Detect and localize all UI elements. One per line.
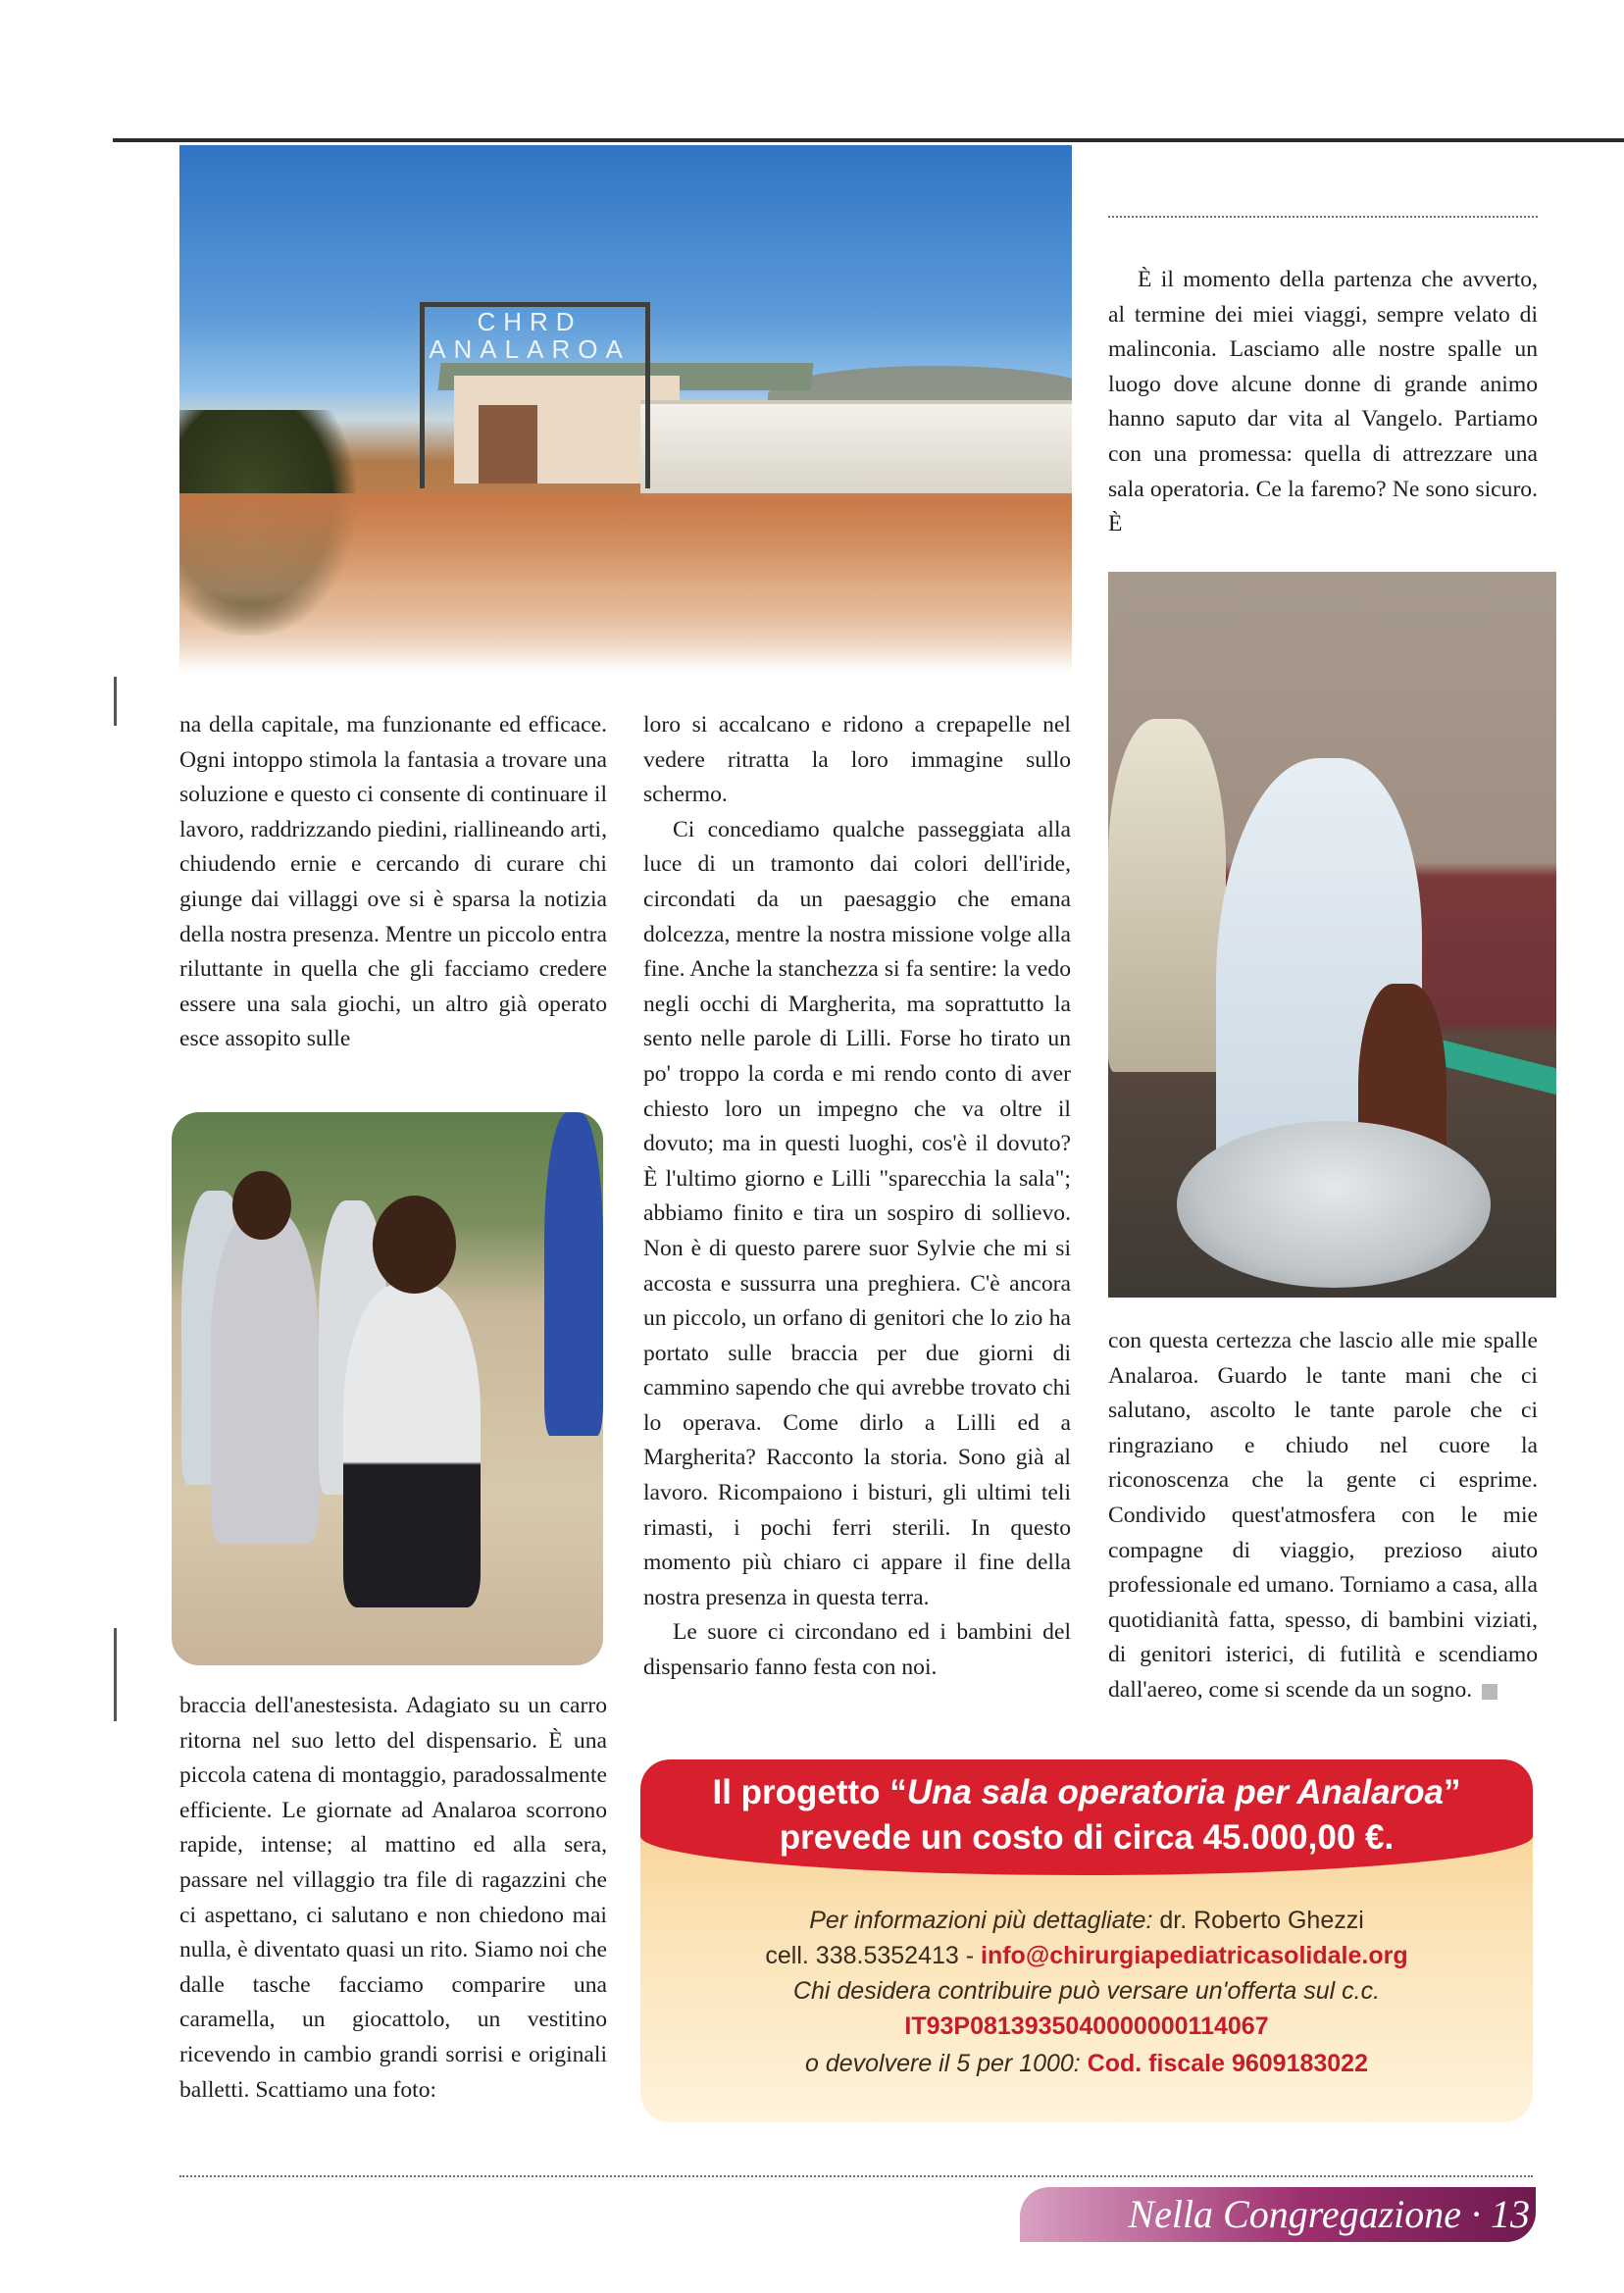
- nurse: [1108, 719, 1226, 1072]
- paragraph: loro si accalcano e ridono a crepapelle nel vedere ritratta la loro immagine sullo schermo.: [643, 712, 1071, 808]
- end-mark-icon: [1482, 1684, 1497, 1700]
- paragraph: È il momento della partenza che avverto, al termine dei miei viaggi, sempre velato di malinconia. Lasciamo alle nostre spalle un luogo dove alcune donne di grande animo hanno saputo dar vita al Vangelo. Partiamo con una promessa: quella di attrezzare una sala operatoria. Ce la faremo? Ne sono sicuro. È: [1108, 267, 1538, 537]
- child-figure-front: [343, 1284, 481, 1607]
- column-middle: [643, 708, 1071, 1686]
- gate-sign: [427, 308, 633, 365]
- adult-figure: [544, 1112, 603, 1436]
- photo-nurses-washing-child: [1108, 572, 1556, 1298]
- donate-line: [640, 1977, 1533, 2006]
- headline-project-name: Una sala operatoria per Analaroa: [906, 1773, 1445, 1811]
- column-right-top: [1108, 263, 1538, 542]
- cell-number: cell. 338.5352413: [765, 1942, 959, 1969]
- photo-hospital-gate: [179, 145, 1072, 673]
- fiscal-code: Cod. fiscale 9609183022: [1087, 2050, 1368, 2077]
- info-headline-line2: prevede un costo di circa 45.000,00 €.: [779, 1818, 1395, 1857]
- gate-sign-line2: ANALAROA: [429, 334, 631, 364]
- separator: -: [965, 1942, 975, 1969]
- iban-code: IT93P0813935040000000114067: [904, 2013, 1269, 2040]
- five-per-thousand-line: [640, 2050, 1533, 2078]
- child-head-front: [373, 1196, 456, 1294]
- headline-prefix: Il progetto “: [712, 1773, 907, 1811]
- page-number: 13: [1491, 2192, 1530, 2236]
- child-head: [232, 1171, 291, 1240]
- top-rule: [113, 138, 1624, 142]
- paragraph: Le suore ci circondano ed i bambini del dispensario fanno festa con noi.: [643, 1619, 1071, 1681]
- footer-section-title: [1020, 2187, 1530, 2242]
- binding-mark: [114, 1628, 117, 1721]
- binding-mark: [114, 677, 117, 726]
- contact-label: Per informazioni più dettagliate:: [809, 1907, 1153, 1934]
- iban-line: [640, 2013, 1533, 2041]
- paragraph: na della capitale, ma funzionante ed efficace. Ogni intoppo stimola la fantasia a trovare una soluzione e questo ci consente di continuare il lavoro, raddrizzando piedini, riallineando arti, chiudendo ernie e cercando di curare chi giunge dai villaggi ove si è sparsa la notizia della nostra presenza. Mentre un piccolo entra riluttante in quella che gli facciamo credere essere una sala giochi, un altro già operato esce assopito sulle: [179, 712, 607, 1052]
- red-ground: [179, 493, 1072, 670]
- gate-sign-line1: CHRD: [477, 307, 583, 336]
- column-left-top: [179, 708, 607, 1057]
- column-right-bottom: [1108, 1324, 1538, 1708]
- contact-name: dr. Roberto Ghezzi: [1159, 1907, 1364, 1934]
- footer-separator: ·: [1471, 2192, 1481, 2236]
- paragraph-text: con questa certezza che lascio alle mie spalle Analaroa. Guardo le tante mani che ci salutano, ascolto le tante parole che ci ringraziano e chiudo nel cuore la riconoscenza che la gente ci esprime. Condivido quest'atmosfera con le mie compagne di viaggio, prezioso aiuto professionale ed umano. Torniamo a casa, alla quotidianità fatta, spesso, di bambini viziati, di genitori isterici, di futilità e scendiamo dall'aereo, come si scende da un sogno.: [1108, 1328, 1538, 1703]
- white-wall: [640, 400, 1072, 497]
- basin: [1177, 1121, 1491, 1288]
- bottom-rule: [179, 2175, 1533, 2177]
- phone-email-line: [640, 1942, 1533, 1970]
- footer-section: Nella Congregazione: [1128, 2192, 1461, 2236]
- paragraph: [1108, 1324, 1538, 1708]
- paragraph: Ci concediamo qualche passeggiata alla luce di un tramonto dai colori dell'iride, circondati da un paesaggio che emana dolcezza, mentre la nostra missione volge alla fine. Anche la stanchezza si fa sentire: la vedo negli occhi di Margherita, ma soprattutto la sento nelle parole di Lilli. Forse ho tirato un po' troppo la corda e mi rendo conto di aver chiesto loro un impegno che va oltre il dovuto; ma in questi luoghi, cos'è il dovuto? È l'ultimo giorno e Lilli "sparecchia la sala"; abbiamo finito e tira un sospiro di sollievo. Non è di questo parere suor Sylvie che mi si accosta e sussurra una preghiera. C'è ancora un piccolo, un orfano di genitori che lo zio ha portato sulle braccia per due giorni di cammino sapendo che qui avrebbe trovato chi lo operava. Come dirlo a Lilli ed a Margherita? Racconto la storia. Sono già al lavoro. Ricompaiono i bisturi, gli ultimi teli rimasti, i pochi ferri sterili. In questo momento più chiaro ci appare il fine della nostra presenza in questa terra.: [643, 816, 1071, 1610]
- donate-text: Chi desidera contribuire può versare un'offerta sul c.c.: [792, 1977, 1381, 2005]
- photo-children: [172, 1112, 603, 1665]
- column-left-bottom: [179, 1689, 607, 2108]
- five-per-thousand-label: o devolvere il 5 per 1000:: [804, 2050, 1081, 2077]
- headline-suffix: ”: [1444, 1773, 1461, 1811]
- contact-line: [640, 1907, 1533, 1935]
- project-info-box: [640, 1759, 1533, 2122]
- info-headline-line1: [640, 1773, 1533, 1812]
- column-top-rule: [1108, 216, 1538, 218]
- child-figure: [211, 1210, 319, 1544]
- email-link[interactable]: info@chirurgiapediatricasolidale.org: [981, 1942, 1408, 1969]
- paragraph: braccia dell'anestesista. Adagiato su un carro ritorna nel suo letto del dispensario. È una piccola catena di montaggio, paradossalmente efficiente. Le giornate ad Analaroa scorrono rapide, intense; al mattino ed alla sera, passare nel villaggio tra file di ragazzini che ci aspettano, ci salutano e non chiedono mai nulla, è diventato quasi un rito. Siamo noi che dalle tasche facciamo comparire una caramella, un giocattolo, un vestitino ricevendo in cambio grandi sorrisi e originali balletti. Scattiamo una foto:: [179, 1693, 607, 2103]
